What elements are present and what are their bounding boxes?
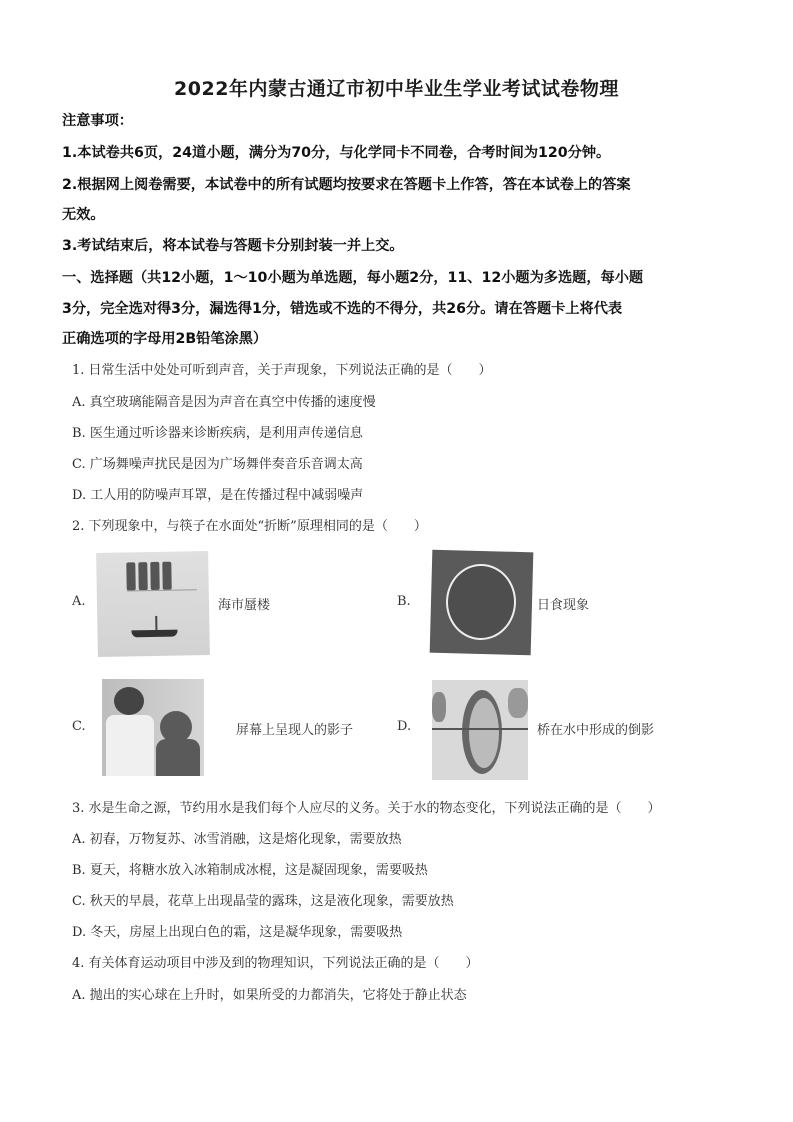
question-4-stem: 4. 有关体育运动项目中涉及到的物理知识，下列说法正确的是（ ） <box>72 956 479 971</box>
section-instructions-line-3: 正确选项的字母用2B铅笔涂黑） <box>62 331 268 347</box>
notice-heading: 注意事项： <box>62 113 133 129</box>
section-instructions-line-1: 一、选择题（共12小题，1～10小题为单选题，每小题2分，11、12小题为多选题，每小题 <box>62 270 644 286</box>
question-1-option-c: C. 广场舞噪声扰民是因为广场舞伴奏音乐音调太高 <box>72 457 363 472</box>
question-2-stem: 2. 下列现象中，与筷子在水面处“折断”原理相同的是（ ） <box>72 519 427 534</box>
question-1-option-b: B. 医生通过听诊器来诊断疾病，是利用声传递信息 <box>72 426 363 441</box>
question-2-option-d-letter: D. <box>397 719 412 734</box>
question-1-option-a: A. 真空玻璃能隔音是因为声音在真空中传播的速度慢 <box>72 395 376 410</box>
question-2-option-a-letter: A. <box>72 594 86 609</box>
question-2-option-c-caption: 屏幕上呈现人的影子 <box>236 723 354 738</box>
question-1-stem: 1. 日常生活中处处可听到声音，关于声现象，下列说法正确的是（ ） <box>72 363 492 378</box>
notice-item-3: 3.考试结束后，将本试卷与答题卡分别封装一并上交。 <box>62 238 404 254</box>
question-3-option-a: A. 初春，万物复苏、冰雪消融，这是熔化现象，需要放热 <box>72 832 402 847</box>
mirage-photo <box>96 551 210 657</box>
question-2-option-b-caption: 日食现象 <box>537 598 590 613</box>
question-2-option-b-letter: B. <box>397 594 411 609</box>
notice-item-2: 2.根据网上阅卷需要，本试卷中的所有试题均按要求在答题卡上作答，答在本试卷上的答案 <box>62 177 631 193</box>
shadow-photo <box>102 679 204 776</box>
question-3-option-c: C. 秋天的早晨，花草上出现晶莹的露珠，这是液化现象，需要放热 <box>72 894 454 909</box>
question-4-option-a: A. 抛出的实心球在上升时，如果所受的力都消失，它将处于静止状态 <box>72 988 467 1003</box>
question-1-option-d: D. 工人用的防噪声耳罩，是在传播过程中减弱噪声 <box>72 488 364 503</box>
solar-eclipse-photo <box>430 550 534 656</box>
page-title: 2022年内蒙古通辽市初中毕业生学业考试试卷物理 <box>174 78 619 100</box>
question-2-option-c-letter: C. <box>72 719 86 734</box>
notice-item-2-cont: 无效。 <box>62 207 105 223</box>
question-2-option-a-caption: 海市蜃楼 <box>218 598 271 613</box>
question-3-option-b: B. 夏天，将糖水放入冰箱制成冰棍，这是凝固现象，需要吸热 <box>72 863 428 878</box>
question-3-option-d: D. 冬天，房屋上出现白色的霜，这是凝华现象，需要吸热 <box>72 925 403 940</box>
section-instructions-line-2: 3分，完全选对得3分，漏选得1分，错选或不选的不得分，共26分。请在答题卡上将代表 <box>62 301 623 317</box>
bridge-reflection-photo <box>432 680 528 780</box>
question-3-stem: 3. 水是生命之源，节约用水是我们每个人应尽的义务。关于水的物态变化，下列说法正确的是（ ） <box>72 801 661 816</box>
notice-item-1: 1.本试卷共6页，24道小题，满分为70分，与化学同卡不同卷，合考时间为120分钟。 <box>62 145 611 161</box>
question-2-option-d-caption: 桥在水中形成的倒影 <box>537 723 655 738</box>
